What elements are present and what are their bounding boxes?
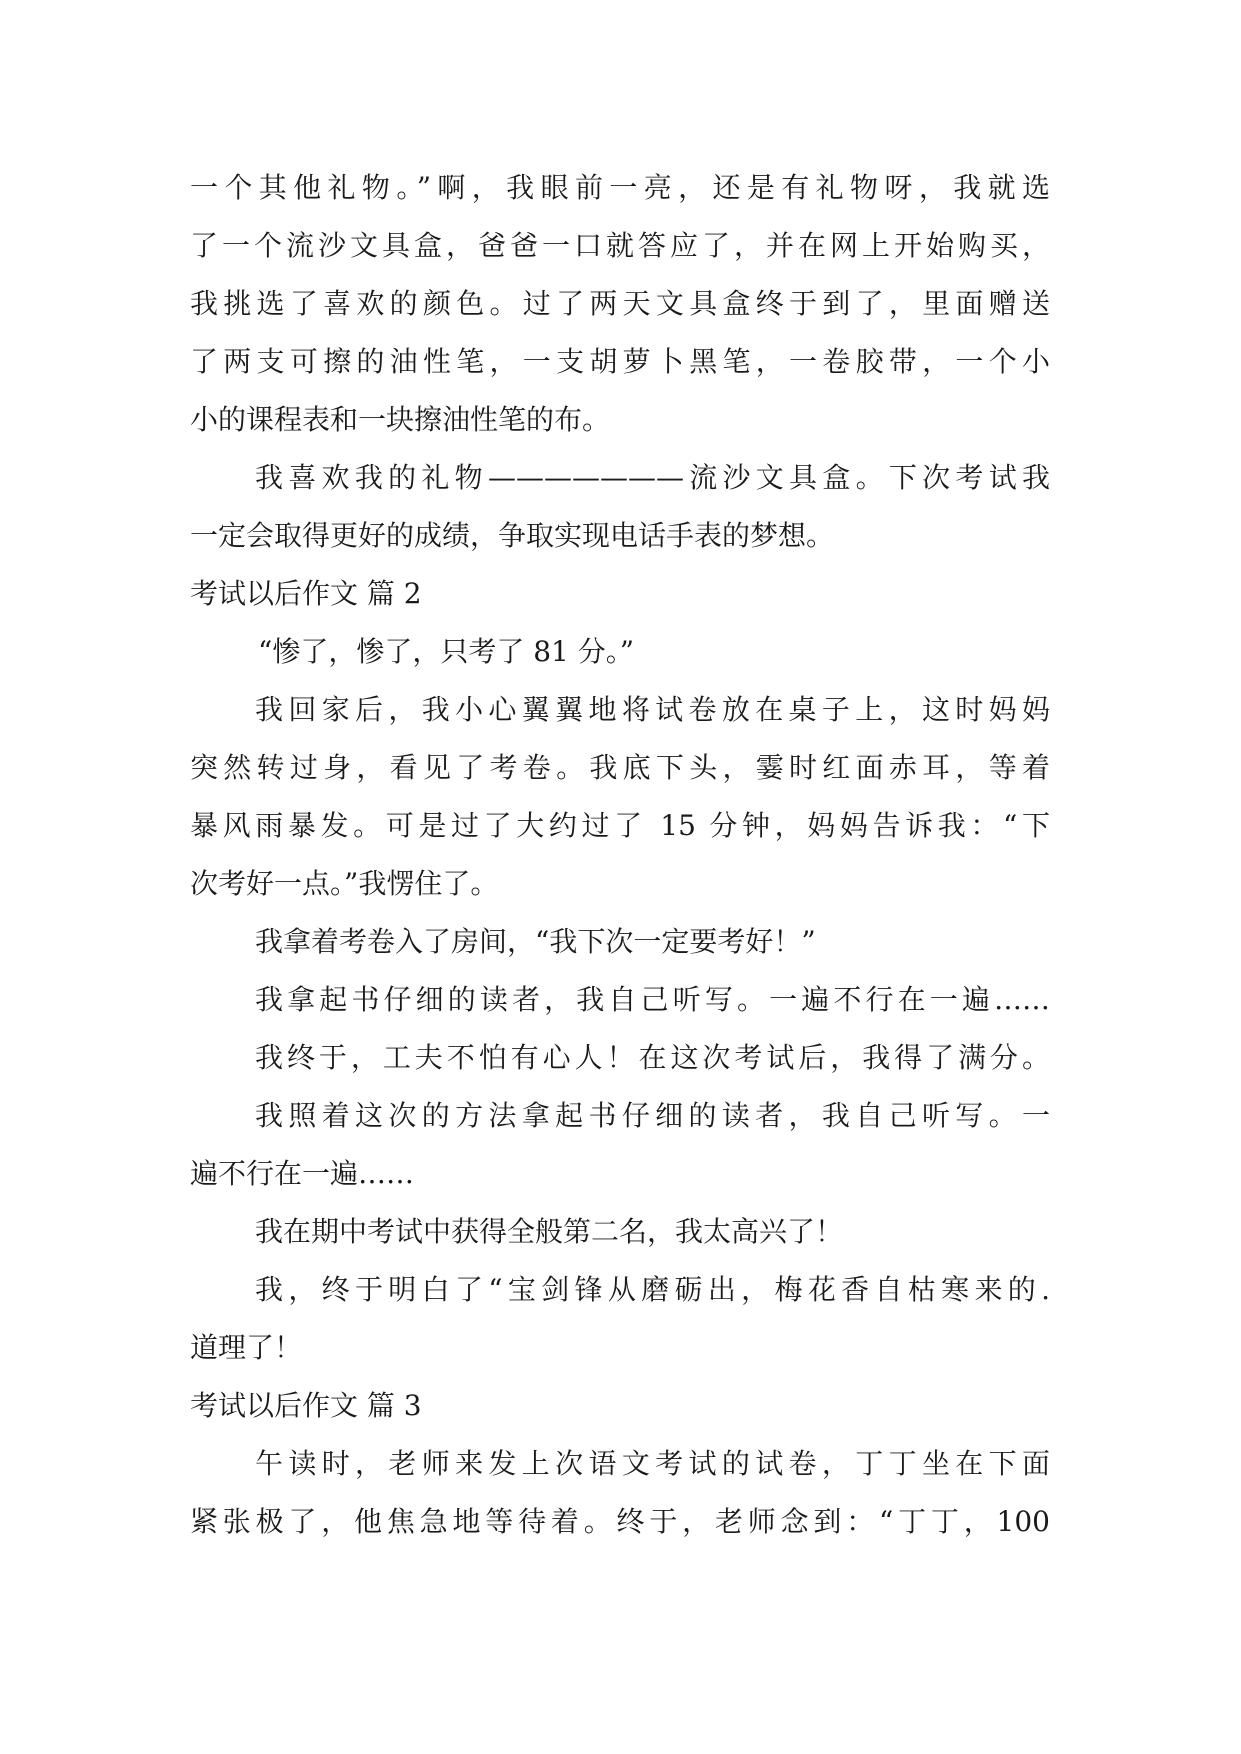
paragraph-line: 我，终于明白了“宝剑锋从磨砺出，梅花香自枯寒来的. [255,1273,1050,1306]
paragraph-line: 了一个流沙文具盒，爸爸一口就答应了，并在网上开始购买， [190,229,1050,262]
paragraph-line: 道理了！ [190,1331,303,1364]
paragraph-line: 我照着这次的方法拿起书仔细的读者，我自己听写。一 [255,1099,1050,1132]
paragraph-line: 次考好一点。”我愣住了。 [190,867,499,900]
paragraph-line: 我在期中考试中获得全般第二名，我太高兴了！ [255,1215,844,1248]
paragraph-line: 小的课程表和一块擦油性笔的布。 [190,403,611,436]
paragraph-line: 我拿着考卷入了房间，“我下次一定要考好！” [255,925,816,958]
paragraph-line: 一定会取得更好的成绩，争取实现电话手表的梦想。 [190,519,835,552]
paragraph-line: 我喜欢我的礼物———————流沙文具盒。下次考试我 [255,461,1050,494]
paragraph-line: “惨了，惨了，只考了 81 分。” [258,635,635,668]
paragraph-line: 暴风雨暴发。可是过了大约过了 15 分钟，妈妈告诉我：“下 [190,809,1050,842]
paragraph-line: 午读时，老师来发上次语文考试的试卷，丁丁坐在下面 [255,1447,1050,1480]
paragraph-line: 了两支可擦的油性笔，一支胡萝卜黑笔，一卷胶带，一个小 [190,345,1050,378]
section-heading: 考试以后作文 篇 3 [190,1389,422,1422]
paragraph-line: 我回家后，我小心翼翼地将试卷放在桌子上，这时妈妈 [255,693,1050,726]
paragraph-line: 我拿起书仔细的读者，我自己听写。一遍不行在一遍…… [255,983,1050,1016]
section-heading: 考试以后作文 篇 2 [190,577,422,610]
paragraph-line: 我挑选了喜欢的颜色。过了两天文具盒终于到了，里面赠送 [190,287,1050,320]
paragraph-line: 紧张极了，他焦急地等待着。终于，老师念到：“丁丁，100 [190,1505,1050,1538]
paragraph-line: 我终于，工夫不怕有心人！在这次考试后，我得了满分。 [255,1041,1050,1074]
paragraph-line: 一个其他礼物。”啊，我眼前一亮，还是有礼物呀，我就选 [190,171,1050,204]
paragraph-line: 突然转过身，看见了考卷。我底下头，霎时红面赤耳，等着 [190,751,1050,784]
paragraph-line: 遍不行在一遍…… [190,1157,415,1190]
